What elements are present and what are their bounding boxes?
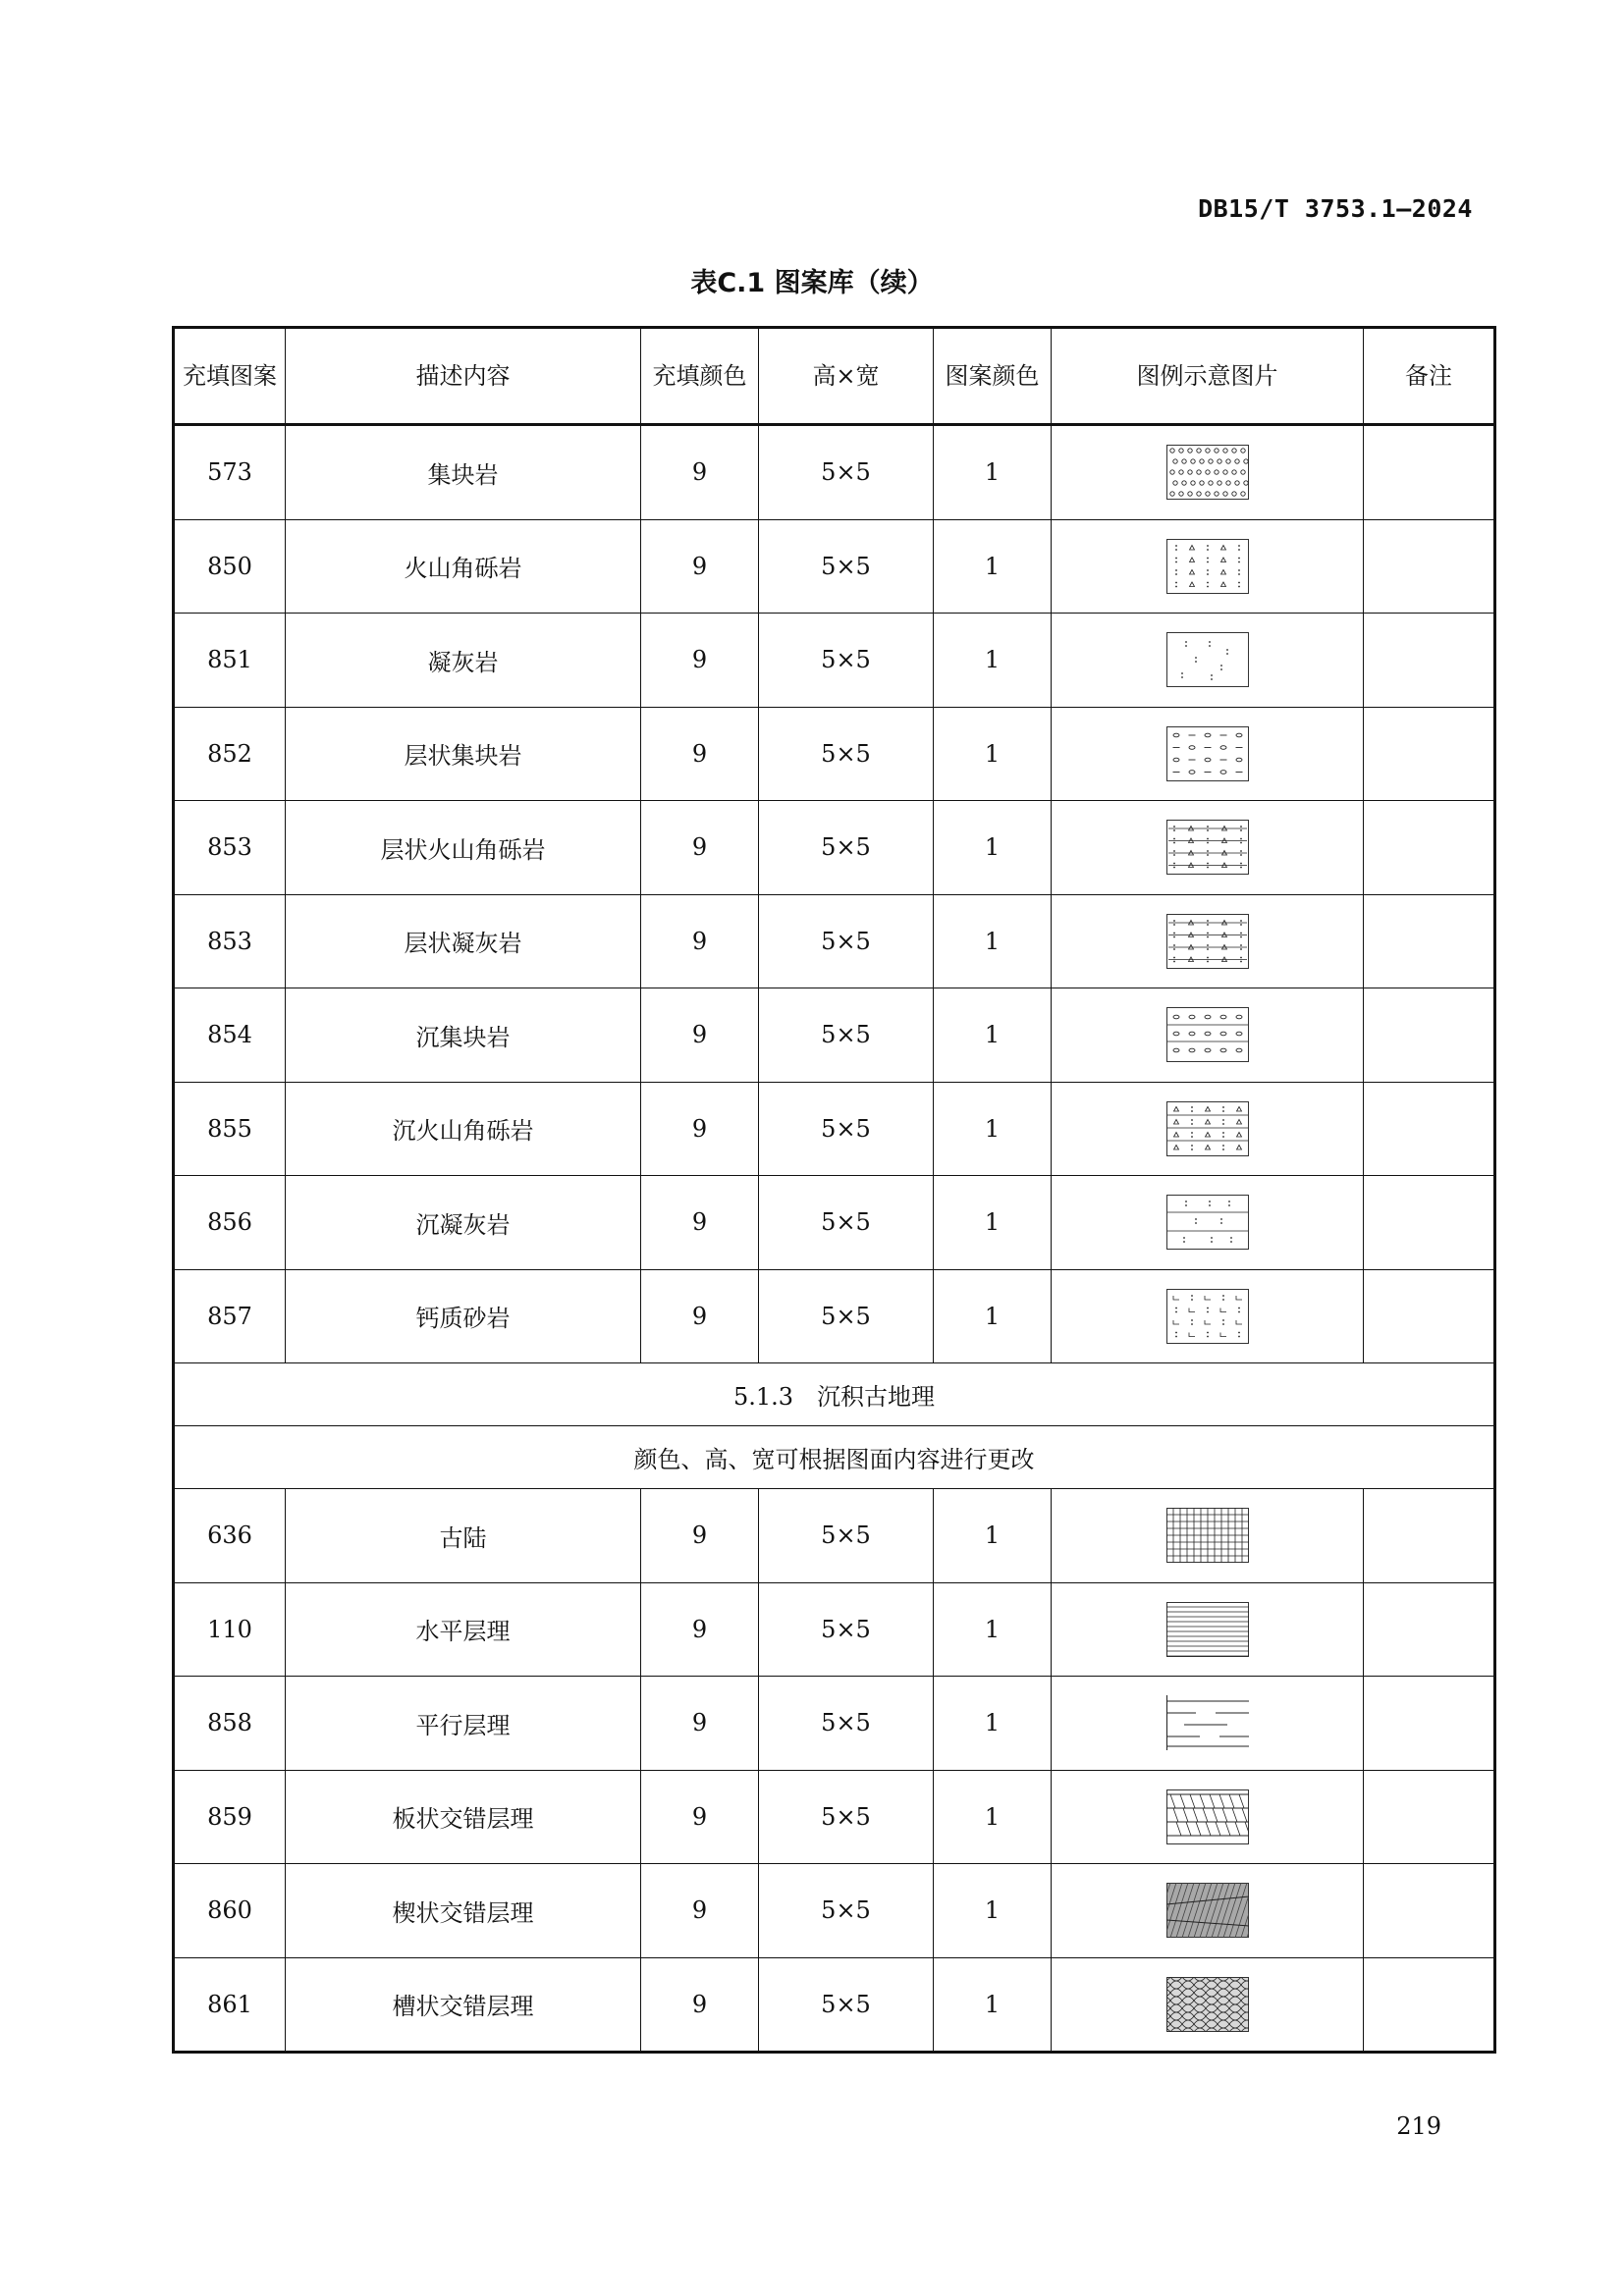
cell-size: 5×5 [759, 1176, 934, 1270]
cell-description: 平行层理 [286, 1677, 641, 1771]
cell-description: 沉凝灰岩 [286, 1176, 641, 1270]
table-title: 表C.1 图案库（续） [690, 268, 934, 298]
cell-fill-color: 9 [641, 1677, 759, 1771]
table-row [174, 1770, 1495, 1864]
cell-pattern-code: 110 [174, 1582, 286, 1677]
cell-remark [1364, 425, 1495, 520]
cell-pattern-color: 1 [934, 425, 1052, 520]
cell-pattern-code: 860 [174, 1864, 286, 1958]
sedimentary-tuff-pattern-icon [1166, 1195, 1249, 1250]
cell-remark [1364, 1770, 1495, 1864]
cell-size: 5×5 [759, 1269, 934, 1363]
section-heading-row [174, 1363, 1495, 1426]
cell-remark [1364, 1677, 1495, 1771]
tuff-pattern-icon [1166, 632, 1249, 687]
cell-remark [1364, 1489, 1495, 1583]
cell-description: 钙质砂岩 [286, 1269, 641, 1363]
cell-legend-image [1052, 614, 1364, 708]
cell-remark [1364, 707, 1495, 801]
pattern-library-table [172, 326, 1496, 2054]
table-row [174, 1176, 1495, 1270]
cell-description: 集块岩 [286, 425, 641, 520]
cell-pattern-color: 1 [934, 1269, 1052, 1363]
table-row [174, 1489, 1495, 1583]
table-row [174, 894, 1495, 988]
cell-remark [1364, 1082, 1495, 1176]
cell-legend-image [1052, 894, 1364, 988]
sedimentary-volcanic-breccia-pattern-icon [1166, 1101, 1249, 1156]
cell-pattern-color: 1 [934, 1957, 1052, 2053]
cell-pattern-code: 853 [174, 894, 286, 988]
cell-size: 5×5 [759, 614, 934, 708]
cell-pattern-color: 1 [934, 894, 1052, 988]
cell-remark [1364, 988, 1495, 1083]
cell-remark [1364, 519, 1495, 614]
trough-cross-bedding-pattern-icon [1166, 1977, 1249, 2032]
cell-pattern-code: 855 [174, 1082, 286, 1176]
cell-remark [1364, 801, 1495, 895]
cell-size: 5×5 [759, 988, 934, 1083]
cell-legend-image [1052, 425, 1364, 520]
table-row [174, 1582, 1495, 1677]
cell-size: 5×5 [759, 1770, 934, 1864]
wedge-cross-bedding-pattern-icon [1166, 1883, 1249, 1938]
cell-pattern-color: 1 [934, 1176, 1052, 1270]
cell-size: 5×5 [759, 894, 934, 988]
cell-fill-color: 9 [641, 1864, 759, 1958]
cell-pattern-code: 858 [174, 1677, 286, 1771]
cell-fill-color: 9 [641, 614, 759, 708]
cell-pattern-code: 857 [174, 1269, 286, 1363]
cell-legend-image [1052, 519, 1364, 614]
cell-remark [1364, 1957, 1495, 2053]
table-row [174, 801, 1495, 895]
cell-description: 古陆 [286, 1489, 641, 1583]
column-header-size: 高×宽 [759, 328, 934, 425]
section-note-row [174, 1426, 1495, 1489]
table-row [174, 1082, 1495, 1176]
cell-size: 5×5 [759, 1082, 934, 1176]
cell-size: 5×5 [759, 1864, 934, 1958]
cell-description: 槽状交错层理 [286, 1957, 641, 2053]
table-row [174, 425, 1495, 520]
column-header-description: 描述内容 [286, 328, 641, 425]
cell-description: 层状凝灰岩 [286, 894, 641, 988]
cell-remark [1364, 1176, 1495, 1270]
cell-fill-color: 9 [641, 1176, 759, 1270]
cell-description: 凝灰岩 [286, 614, 641, 708]
sedimentary-agglomerate-pattern-icon [1166, 1007, 1249, 1062]
cell-size: 5×5 [759, 1957, 934, 2053]
cell-legend-image [1052, 801, 1364, 895]
cell-pattern-code: 851 [174, 614, 286, 708]
volcanic-breccia-pattern-icon [1166, 539, 1249, 594]
cell-legend-image [1052, 1864, 1364, 1958]
table-row [174, 519, 1495, 614]
cell-legend-image [1052, 1176, 1364, 1270]
cell-legend-image [1052, 1269, 1364, 1363]
cell-size: 5×5 [759, 519, 934, 614]
document-code: DB15/T 3753.1—2024 [1198, 194, 1473, 223]
cell-fill-color: 9 [641, 894, 759, 988]
cell-description: 板状交错层理 [286, 1770, 641, 1864]
cell-pattern-color: 1 [934, 801, 1052, 895]
cell-description: 沉火山角砾岩 [286, 1082, 641, 1176]
cell-pattern-color: 1 [934, 1677, 1052, 1771]
cell-pattern-color: 1 [934, 988, 1052, 1083]
table-row [174, 1864, 1495, 1958]
cell-description: 火山角砾岩 [286, 519, 641, 614]
column-header-remark: 备注 [1364, 328, 1495, 425]
cell-size: 5×5 [759, 707, 934, 801]
parallel-bedding-pattern-icon [1166, 1695, 1249, 1750]
cell-remark [1364, 1582, 1495, 1677]
table-row [174, 988, 1495, 1083]
table-header-row [174, 328, 1495, 425]
cell-size: 5×5 [759, 1489, 934, 1583]
calcareous-sandstone-pattern-icon [1166, 1289, 1249, 1344]
cell-pattern-code: 852 [174, 707, 286, 801]
cell-description: 层状火山角砾岩 [286, 801, 641, 895]
cell-size: 5×5 [759, 1677, 934, 1771]
cell-fill-color: 9 [641, 1957, 759, 2053]
section-heading: 5.1.3 沉积古地理 [174, 1363, 1495, 1426]
section-note: 颜色、高、宽可根据图面内容进行更改 [174, 1426, 1495, 1489]
cell-fill-color: 9 [641, 1770, 759, 1864]
cell-pattern-color: 1 [934, 1082, 1052, 1176]
cell-pattern-code: 636 [174, 1489, 286, 1583]
table-row [174, 1957, 1495, 2053]
cell-fill-color: 9 [641, 425, 759, 520]
cell-remark [1364, 614, 1495, 708]
cell-legend-image [1052, 1770, 1364, 1864]
cell-size: 5×5 [759, 425, 934, 520]
table-row [174, 1269, 1495, 1363]
table-row [174, 1677, 1495, 1771]
cell-pattern-color: 1 [934, 519, 1052, 614]
layered-agglomerate-pattern-icon [1166, 726, 1249, 781]
cell-fill-color: 9 [641, 988, 759, 1083]
cell-description: 层状集块岩 [286, 707, 641, 801]
cell-remark [1364, 894, 1495, 988]
cell-pattern-code: 856 [174, 1176, 286, 1270]
cell-pattern-color: 1 [934, 1770, 1052, 1864]
column-header-pattern-color: 图案颜色 [934, 328, 1052, 425]
cell-legend-image [1052, 707, 1364, 801]
cell-remark [1364, 1269, 1495, 1363]
cell-pattern-color: 1 [934, 1489, 1052, 1583]
cell-legend-image [1052, 1489, 1364, 1583]
tabular-cross-bedding-pattern-icon [1166, 1789, 1249, 1844]
column-header-legend-image: 图例示意图片 [1052, 328, 1364, 425]
cell-remark [1364, 1864, 1495, 1958]
cell-legend-image [1052, 988, 1364, 1083]
cell-pattern-color: 1 [934, 707, 1052, 801]
cell-description: 楔状交错层理 [286, 1864, 641, 1958]
cell-legend-image [1052, 1957, 1364, 2053]
layered-volcanic-breccia-pattern-icon [1166, 820, 1249, 875]
cell-fill-color: 9 [641, 801, 759, 895]
layered-tuff-pattern-icon [1166, 914, 1249, 969]
cell-size: 5×5 [759, 1582, 934, 1677]
cell-pattern-code: 854 [174, 988, 286, 1083]
cell-fill-color: 9 [641, 1489, 759, 1583]
cell-fill-color: 9 [641, 519, 759, 614]
cell-legend-image [1052, 1082, 1364, 1176]
agglomerate-pattern-icon [1166, 445, 1249, 500]
column-header-fill-color: 充填颜色 [641, 328, 759, 425]
cell-pattern-code: 861 [174, 1957, 286, 2053]
cell-legend-image [1052, 1582, 1364, 1677]
cell-fill-color: 9 [641, 1582, 759, 1677]
table-row [174, 614, 1495, 708]
cell-description: 水平层理 [286, 1582, 641, 1677]
cell-pattern-color: 1 [934, 1582, 1052, 1677]
cell-pattern-color: 1 [934, 1864, 1052, 1958]
cell-pattern-code: 853 [174, 801, 286, 895]
page-number: 219 [1396, 2112, 1441, 2140]
cell-legend-image [1052, 1677, 1364, 1771]
cell-fill-color: 9 [641, 1082, 759, 1176]
column-header-fill-pattern: 充填图案 [174, 328, 286, 425]
cell-pattern-code: 573 [174, 425, 286, 520]
cell-fill-color: 9 [641, 707, 759, 801]
cell-size: 5×5 [759, 801, 934, 895]
cell-pattern-code: 850 [174, 519, 286, 614]
cell-pattern-color: 1 [934, 614, 1052, 708]
ancient-land-grid-pattern-icon [1166, 1508, 1249, 1563]
cell-description: 沉集块岩 [286, 988, 641, 1083]
cell-fill-color: 9 [641, 1269, 759, 1363]
horizontal-bedding-pattern-icon [1166, 1602, 1249, 1657]
cell-pattern-code: 859 [174, 1770, 286, 1864]
table-row [174, 707, 1495, 801]
